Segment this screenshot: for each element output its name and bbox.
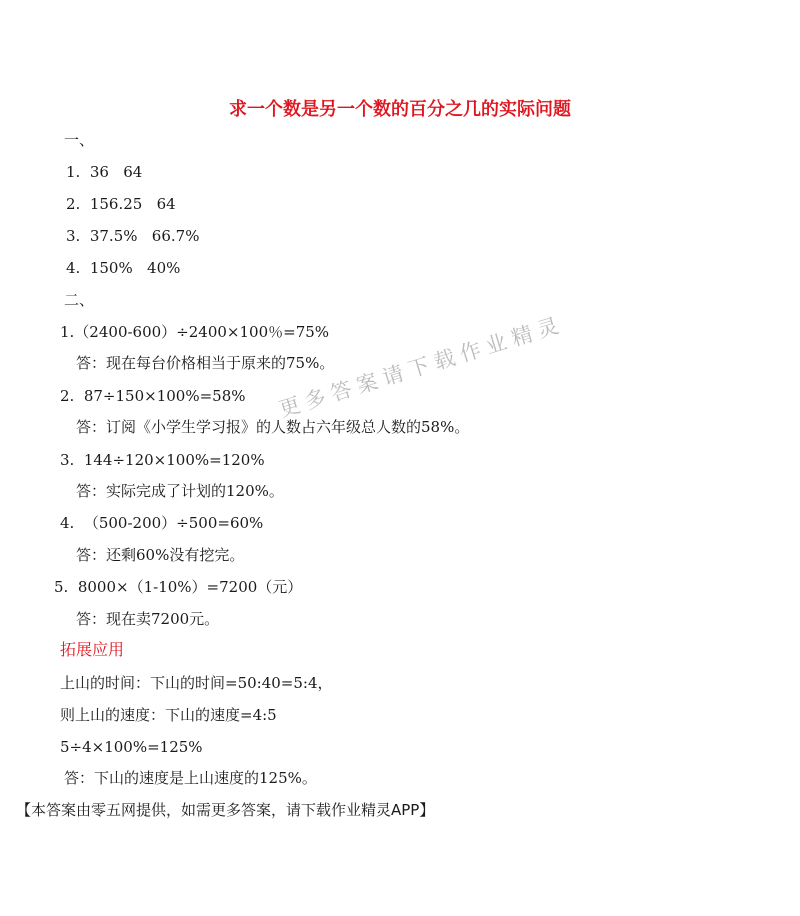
extension-answer: 答：下山的速度是上山速度的125%。: [64, 769, 317, 787]
section1-item-1: 1. 36 64: [66, 163, 143, 181]
problem-3-answer: 答：实际完成了计划的120%。: [76, 482, 284, 500]
extension-line-1: 上山的时间：下山的时间=50:40=5:4，: [60, 674, 333, 692]
problem-3-calc: 3. 144÷120×100%=120%: [60, 451, 265, 469]
extension-heading: 拓展应用: [60, 640, 125, 659]
section1-item-2: 2. 156.25 64: [66, 195, 176, 213]
watermark: 更多答案请下载作业精灵: [276, 311, 568, 422]
problem-2-calc: 2. 87÷150×100%=58%: [60, 387, 246, 405]
footer-note: 【本答案由零五网提供，如需更多答案，请下载作业精灵APP】: [16, 801, 435, 819]
problem-1-answer: 答：现在每台价格相当于原来的75%。: [76, 354, 335, 372]
extension-line-2: 则上山的速度：下山的速度=4:5: [60, 706, 277, 724]
problem-4-calc: 4. （500-200）÷500=60%: [60, 514, 264, 532]
extension-line-3: 5÷4×100%=125%: [60, 738, 203, 756]
section1-item-3: 3. 37.5% 66.7%: [66, 227, 200, 245]
section1-item-4: 4. 150% 40%: [66, 259, 181, 277]
problem-4-answer: 答：还剩60%没有挖完。: [76, 546, 245, 564]
page-title: 求一个数是另一个数的百分之几的实际问题: [229, 99, 571, 120]
problem-5-calc: 5. 8000×（1-10%）=7200（元）: [54, 578, 303, 596]
problem-5-answer: 答：现在卖7200元。: [76, 610, 220, 628]
section1-heading: 一、: [64, 131, 95, 149]
section2-heading: 二、: [64, 291, 95, 309]
problem-1-calc: 1.（2400-600）÷2400×100％=75%: [60, 323, 330, 341]
problem-2-answer: 答：订阅《小学生学习报》的人数占六年级总人数的58%。: [76, 418, 470, 436]
